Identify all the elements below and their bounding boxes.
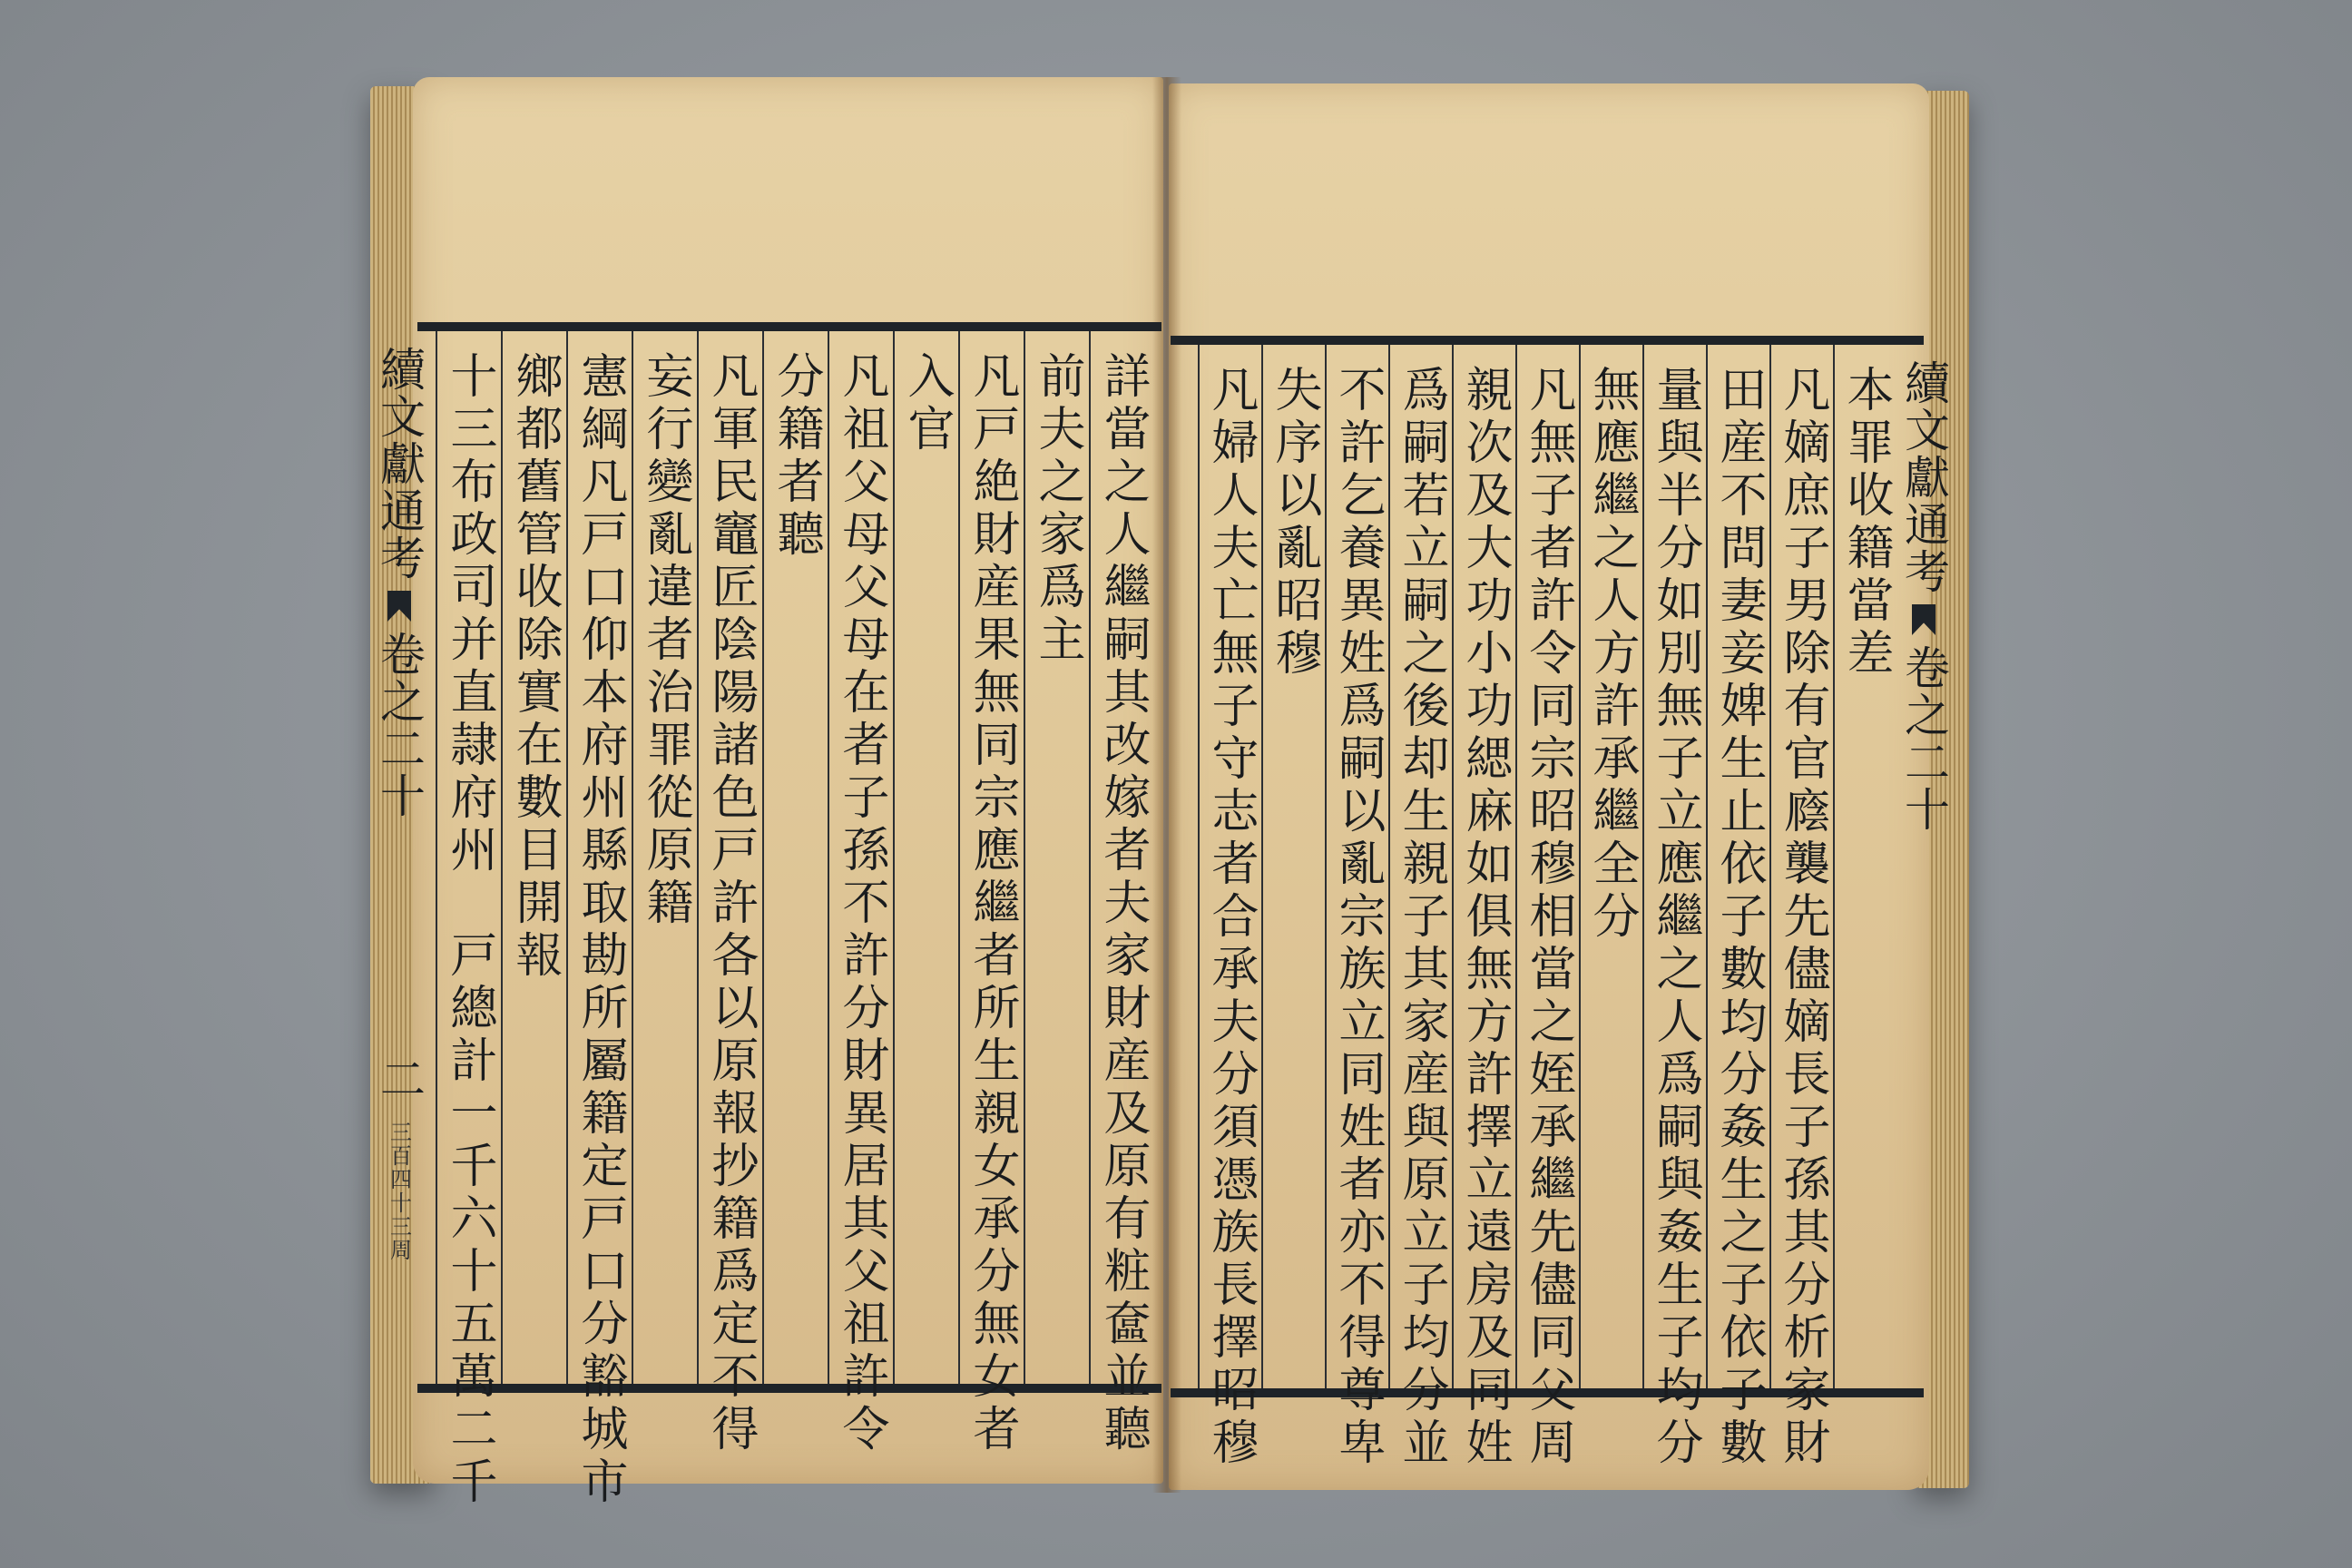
- text-column: [1769, 345, 1833, 1470]
- text-column: [958, 331, 1024, 1456]
- column-text: 入官: [899, 351, 954, 456]
- column-text: 十三布政司并直隷府州 戸總計一千六十五萬二千: [442, 351, 496, 1509]
- left-text-frame: [373, 322, 1161, 1509]
- column-text: 詳當之人繼嗣其改嫁者夫家財産及原有粧奩並聽: [1095, 351, 1150, 1456]
- left-margin-volume: 卷之二十: [373, 631, 426, 819]
- right-margin-volume: 卷之二十: [1897, 644, 1950, 833]
- text-column: [1579, 345, 1642, 1388]
- left-margin-title: 續文獻通考: [373, 346, 426, 582]
- text-column: [1089, 331, 1154, 1456]
- right-margin-title: 續文獻通考: [1897, 359, 1950, 595]
- text-column: [1024, 331, 1089, 1384]
- text-column: [697, 331, 762, 1456]
- text-column: [632, 331, 697, 1384]
- text-column: [436, 331, 501, 1509]
- right-text-frame: [1171, 336, 1950, 1470]
- text-column: [1198, 345, 1261, 1470]
- left-margin-page: 二: [373, 1055, 426, 1102]
- right-margin-column: [1896, 345, 1951, 1388]
- column-text: 親次及大功小功緦麻如俱無方許擇立遠房及同姓: [1457, 365, 1512, 1470]
- left-margin-column: [372, 331, 426, 1384]
- column-text: 不許乞養異姓爲嗣以亂宗族立同姓者亦不得尊卑: [1330, 365, 1385, 1470]
- column-text: 失序以亂昭穆: [1267, 365, 1321, 681]
- column-text: 凡戸絶財産果無同宗應繼者所生親女承分無女者: [965, 351, 1019, 1456]
- column-text: 量與半分如別無子立應繼之人爲嗣與姦生子均分: [1648, 365, 1702, 1470]
- column-text: 凡祖父母父母在者子孫不許分財異居其父祖許令: [834, 351, 888, 1456]
- text-column: [566, 331, 632, 1509]
- column-text: 凡無子者許令同宗昭穆相當之姪承繼先儘同父周: [1521, 365, 1575, 1470]
- text-column: [1706, 345, 1769, 1470]
- text-column: [1515, 345, 1579, 1470]
- text-column: [1261, 345, 1325, 1388]
- column-text: 鄉都舊管收除實在數目開報: [507, 351, 562, 983]
- column-text: 本罪收籍當差: [1838, 365, 1893, 681]
- text-column: [893, 331, 958, 1384]
- column-text: 爲嗣若立嗣之後却生親子其家産與原立子均分並: [1394, 365, 1448, 1470]
- column-text: 分籍者聽: [769, 351, 823, 562]
- column-text: 凡軍民竈匠陰陽諸色戸許各以原報抄籍爲定不得: [703, 351, 758, 1456]
- text-column: [828, 331, 893, 1456]
- text-column: [762, 331, 828, 1384]
- fish-tail-icon: [387, 591, 411, 622]
- text-column: [1642, 345, 1706, 1470]
- column-text: 憲綱凡戸口仰本府州縣取勘所屬籍定戸口分豁城市: [573, 351, 627, 1509]
- left-margin-counter: 三百四十三周: [386, 1121, 412, 1262]
- column-text: 無應繼之人方許承繼全分: [1584, 365, 1639, 944]
- column-text: 凡嫡庶子男除有官廕襲先儘嫡長子孫其分析家財: [1775, 365, 1829, 1470]
- text-column: [501, 331, 566, 1384]
- text-column: [1833, 345, 1896, 1388]
- text-column: [1325, 345, 1388, 1470]
- column-text: 凡婦人夫亡無子守志者合承夫分須憑族長擇昭穆: [1203, 365, 1258, 1470]
- fish-tail-icon: [1912, 604, 1936, 635]
- column-text: 妄行變亂違者治罪從原籍: [638, 351, 692, 930]
- column-text: 前夫之家爲主: [1030, 351, 1084, 667]
- text-column: [1452, 345, 1515, 1470]
- text-column: [1388, 345, 1452, 1470]
- column-text: 田産不問妻妾婢生止依子數均分姦生之子依子數: [1711, 365, 1766, 1470]
